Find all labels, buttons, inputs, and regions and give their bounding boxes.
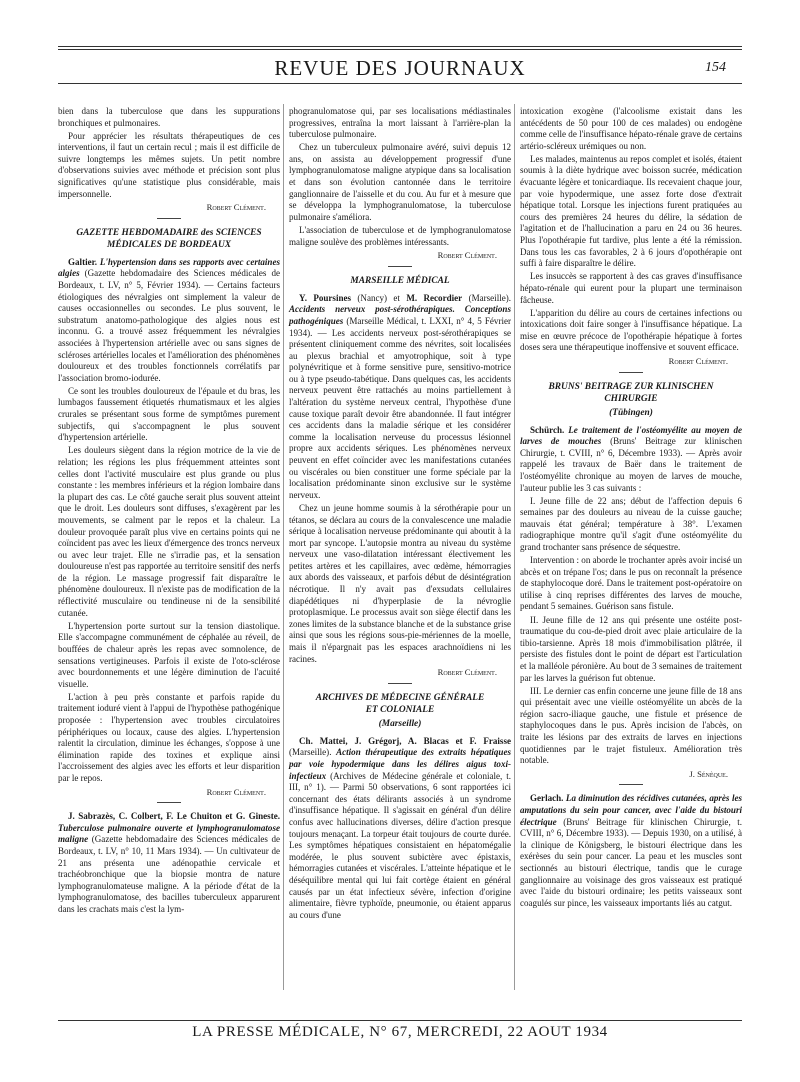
- article-entry: [289, 736, 511, 922]
- article-title: Le traitement de l'ostéomyélite au moyen de larves de mouches: [520, 424, 742, 447]
- article-author: Galtier.: [68, 256, 98, 267]
- paragraph: Chez un tuberculeux pulmonaire avéré, suivi depuis 12 ans, on assista au développement progressif d'une lymphogranulomatose maligne atypique dans sa localisation et dans son évolution cantonnée dans le territoire ganglionnaire de l'aisselle et du cou. Au fur et à mesure que se développa la lymphogranulomatose, la tuberculose pulmonaire s'améliora.: [289, 142, 511, 222]
- article-body: (Marseille Médical, t. LXXI, n° 4, 5 Février 1934). — Les accidents nerveux post-sérothérapiques se présentent cliniquement comme des névrites, soit localisées au plexus brachial et amyotrophique, soit à type polynévritique et à forme sensitive pure, sensitivo-motrice ou à type pseudo-tabétique. Dans quelques cas, les accidents nerveux peuvent être rattachés au moins partiellement à l'altération du système nerveux central, l'hypothèse d'une cause toxique paraît devoir être abandonnée. Il faut intégrer ces accidents dans la maladie sérique et les considérer comme la localisation nerveuse du processus lésionnel propre aux accidents sériques. Les phénomènes nerveux peuvent en effet coïncider avec les manifestations cutanées ou viscérales ou bien constituer une forme spéciale par la localisation prédominante sinon exclusive sur le système nerveux.: [289, 315, 511, 500]
- header-rule-bottom: [58, 83, 742, 84]
- paragraph: L'association de tuberculose et de lymphogranulomatose maligne soulève des problèmes intéressants.: [289, 224, 511, 247]
- paragraph: III. Le dernier cas enfin concerne une jeune fille de 18 ans qui présentait avec une vieille ostéomyélite un abcès de la région sacro-iliaque gauche, une fistule et présence de staphylocoques dans le pus. Après incision de l'abcès, on traite les lésions par des extraits de larves en injections quotidiennes par le trajet fistuleux. Amélioration très notable.: [520, 685, 742, 766]
- separator: [388, 683, 412, 684]
- article-entry: [520, 793, 742, 909]
- article-entry: [58, 811, 280, 915]
- paragraph: intoxication exogène (l'alcoolisme existait dans les antécédents de 50 pour 100 de ces malades) ou endogène comme celle de l'insuffisance hépato-rénale grave de certains artério-scléreux urémiques ou non.: [520, 106, 742, 151]
- section-heading: MARSEILLE MÉDICAL: [350, 275, 450, 286]
- signature: Robert Clément.: [437, 250, 497, 261]
- paragraph: II. Jeune fille de 12 ans qui présente une ostéite post-traumatique du cou-de-pied droit avec plaie articulaire de la tibio-tarsienne. Après 18 mois d'immobilisation plâtrée, il persiste des fistules dont le point de départ est l'articulation et la malléole péronière. Au bout de 3 semaines de traitement par les larves la guérison fut obtenue.: [520, 614, 742, 683]
- article-body: (Bruns' Beitrage für klinischen Chirurgie, t. CVIII, n° 6, Décembre 1933). — Depuis 1930, on a utilisé, à la clinique de Königsberg, le bistouri électrique dans les exérèses du sein pour cancer. La peau et les muscles sont sectionnés au bistouri électrique, tandis que le curage ganglionnaire au voisinage des gros vaisseaux est pratiqué avec l'aide du bistouri ordinaire; les petits vaisseaux sont coagulés sur pince, les vaisseaux importants liés au catgut.: [520, 816, 742, 908]
- footer-rule: [58, 1020, 742, 1021]
- column-divider: [283, 104, 284, 990]
- article-affiliation: (Marseille).: [468, 292, 512, 303]
- article-body: (Gazette hebdomadaire des Sciences médicales de Bordeaux, t. LV, n° 5, Février 1934). — Certains facteurs étiologiques des névralgies ont simplement la valeur de causes occasionnelles ou secondes. Le plus souvent, le substratum anatomo-pathologique des algies nous est inconnu. G. a trouvé assez fréquemment les névralgies associées à l'hypertension artérielle avec ou sans signes de scléroses artérielles locales et l'amélioration des phénomènes douloureux et des troubles fonctionnels corrélatifs par l'association bromo-iodurée.: [58, 268, 280, 383]
- paragraph: Les insuccès se rapportent à des cas graves d'insuffisance hépato-rénale qui eurent pour la plupart une terminaison fâcheuse.: [520, 271, 742, 305]
- article-entry: [520, 425, 742, 495]
- signature: Robert Clément.: [206, 786, 266, 797]
- separator: [619, 372, 643, 373]
- paragraph: L'hypertension porte surtout sur la tension diastolique. Elle s'accompagne communément de céphalée au réveil, de bouffées de chaleur après les repas avec somnolence, de sensations vertigineuses. Parfois il existe de l'oto-sclérose avec bourdonnements et une légère diminution de l'acuité visuelle.: [58, 620, 280, 689]
- paragraph: Pour apprécier les résultats thérapeutiques de ces interventions, il faut un certain recul ; mais il est difficile de suivre longtemps les mêmes sujets. Un petit nombre d'observations suivies avec méthode et précision sont plus significatives qu'une statistique plus considérable, mais impersonnelle.: [58, 130, 280, 199]
- article-author: M. Recordier: [406, 292, 463, 303]
- article-entry: [289, 293, 511, 502]
- section-heading: CHIRURGIE: [604, 393, 658, 404]
- article-entry: [58, 257, 280, 385]
- article-body: (Gazette hebdomadaire des Sciences médicales de Bordeaux, t. LV, n° 10, 11 Mars 1934). — Un cultivateur de 21 ans présenta une adénopathie cervicale et trachéobronchique que la biopsie montra de nature lymphogranulomateuse maligne. A la période d'état de la lymphogranulomatose, des bacilles tuberculeux apparurent dans les crachats mais c'est la lym-: [58, 834, 280, 914]
- signature: Robert Clément.: [668, 355, 728, 366]
- journal-section-title: REVUE DES JOURNAUX: [274, 56, 526, 80]
- section-heading-city: (Tübingen): [609, 407, 653, 418]
- signature: Robert Clément.: [206, 202, 266, 213]
- section-heading: GAZETTE HEBDOMADAIRE des SCIENCES MÉDICALES DE BORDEAUX: [76, 227, 262, 250]
- article-title: Action thérapeutique des extraits hépatiques par voie hypodermique dans les délires aigus toxi-infectieux: [289, 747, 512, 781]
- section-heading: ARCHIVES DE MÉDECINE GÉNÉRALE: [315, 692, 485, 703]
- paragraph: I. Jeune fille de 22 ans; début de l'affection depuis 6 semaines par des douleurs au niveau de la cuisse gauche; mauvais état général; température à 38°. L'examen radiographique montre qu'il s'agit d'une ostéomyélite du grand trochanter sans présence de séquestre.: [520, 495, 742, 552]
- article-affiliation: (Marseille).: [289, 747, 332, 758]
- article-title: Accidents nerveux post-sérothérapiques. Conceptions pathogéniques: [289, 304, 511, 326]
- article-affiliation: (Nancy) et: [357, 292, 400, 303]
- section-heading: ET COLONIALE: [365, 704, 435, 715]
- separator: [388, 266, 412, 267]
- column-2: [289, 106, 511, 923]
- article-author: Ch. Mattei, J. Grégorj, A. Blacas et F. Fraisse: [299, 735, 511, 746]
- paragraph: Chez un jeune homme soumis à la sérothérapie pour un tétanos, se déclara au cours de la convalescence une maladie sérique à localisation nerveuse prédominante qui aboutit à la mort par syncope. L'autopsie montra au niveau du système nerveux une vaso-dilatation intéressant électivement les petites artères et les capillaires, avec œdème, hémorragies aux abords des vaisseaux, et parfois début de désintégration nécrotique. Il n'y avait pas d'exsudats cellulaires diapédétiques ni d'hyperplasie de la névroglie protoplasmique. Le processus avait son siège électif dans les zones limites de la substance blanche et de la substance grise ainsi que sous les régions sous-pie-mériennes de la moelle, mais il n'épargnait pas les espaces arachnoïdiens ni les racines.: [289, 502, 511, 664]
- separator: [619, 784, 643, 785]
- separator: [157, 218, 181, 219]
- paragraph: L'apparition du délire au cours de certaines infections ou intoxications doit faire songer à l'insuffisance hépatique. La mise en œuvre précoce de l'opothérapie hépatique à fortes doses sera une thérapeutique inoffensive et souvent efficace.: [520, 307, 742, 353]
- paragraph: Ce sont les troubles douloureux de l'épaule et du bras, les lumbagos faussement étiquetés rhumatismaux et les algies crurales se présentant sous forme de symptômes purement subjectifs, qui s'accompagnent le plus souvent d'hypertension artérielle.: [58, 385, 280, 443]
- article-author: Gerlach.: [530, 793, 564, 804]
- footer-journal-issue: LA PRESSE MÉDICALE, N° 67, MERCREDI, 22 AOUT 1934: [192, 1024, 608, 1040]
- column-1: [58, 106, 280, 917]
- paragraph: phogranulomatose qui, par ses localisations médiastinales progressives, entraîna la mort laissant à l'arrière-plan la tuberculose pulmonaire.: [289, 106, 511, 140]
- article-title: L'hypertension dans ses rapports avec certaines algies: [58, 256, 280, 279]
- article-title: La diminution des récidives cutanées, après les amputations du sein pour cancer, avec l'aide du bistouri électrique: [520, 793, 742, 827]
- signature: J. Sénèque.: [689, 768, 728, 779]
- paragraph: Les malades, maintenus au repos complet et isolés, étaient soumis à la diète hydrique avec boisson sucrée, médication évacuante légère et tonicardiaque. Ils recevaient chaque jour, par voie hypodermique, une assez forte dose d'extrait hépatique total. Lorsque les injections furent pratiquées au cours des premières 24 heures du délire, la sédation de l'agitation et de l'hallucination a paru en 24 ou 36 heures. Plus l'opothérapie fut tardive, plus lente a été la rémission. Dans tous les cas favorables, 2 à 6 jours d'opothérapie ont suffi à faire disparaître le délire.: [520, 153, 742, 269]
- header-rule-top-2: [58, 49, 742, 50]
- column-divider: [514, 104, 515, 990]
- article-author: J. Sabrazès, C. Colbert, F. Le Chuiton et G. Gineste.: [68, 811, 280, 822]
- section-heading-city: (Marseille): [378, 718, 422, 729]
- column-3: [520, 106, 742, 911]
- section-heading: BRUNS' BEITRAGE ZUR KLINISCHEN: [548, 381, 714, 392]
- paragraph: Les douleurs siègent dans la région motrice de la vie de relation; les régions les plus fréquemment atteintes sont celles dont l'activité musculaire est plus grande ou plus constante : les membres inférieurs et la région lombaire dans la plupart des cas. Le côté gauche serait plus souvent atteint que le droit. Les douleurs sont diffuses, s'exagèrent par les mouvements, se calment par le repos et la chaleur. La douleur provoquée paraît plus vive en certains points qui ne coïncident pas avec les lieux d'émergence des troncs nerveux ou avec leur trajet. Elle ne s'irradie pas, et la sensation douloureuse n'est pas rapportée au territoire sensitif des nerfs de la région. Le massage progressif fait disparaître le phénomène douloureux. Il n'existe pas de modification de la réflectivité musculaire ou tendineuse ni de la sensibilité cutanée.: [58, 445, 280, 618]
- paragraph: bien dans la tuberculose que dans les suppurations bronchiques et pulmonaires.: [58, 106, 280, 128]
- article-body: (Archives de Médecine générale et coloniale, t. III, n° 1). — Parmi 50 observations, 6 sont rapportées ici concernant des états délirants associés à un syndrome d'insuffisance hépatique. Il s'agissait en général d'un délire confus avec hallucinations diverses, délire d'action presque toujours menaçant. La torpeur était toujours de courte durée. Les symptômes hépatiques consistaient en hépatomégalie modérée, le plus souvent subictère avec épistaxis, hémorragies cutanées et viscérales. L'atteinte hépatique et le déséquilibre mental qui lui fait cortège étaient en général causés par un état infectieux sévère, infection d'origine alimentaire, fièvre typhoïde, pneumonie, ou étaient apparus au cours d'une: [289, 770, 512, 920]
- signature: Robert Clément.: [437, 667, 497, 678]
- header-rule-top: [58, 46, 742, 47]
- paragraph: Intervention : on aborde le trochanter après avoir incisé un abcès et on trépane l'os; dans le pus on reconnaît la présence de staphylocoque doré. Dans le traitement post-opératoire on utilise à cinq reprises différentes des larves de mouche, pendant 5 semaines. Guérison sans fistule.: [520, 555, 742, 612]
- article-author: Y. Poursines: [299, 292, 352, 303]
- article-body: (Bruns' Beitrage zur klinischen Chirurgie, t. CVIII, n° 6, Décembre 1933). — Après avoir rappelé les travaux de Baër dans le traitement de l'ostéomyélite chronique au moyen de larves de mouche, l'auteur publie les 3 cas suivants :: [520, 436, 742, 493]
- page-number: 154: [705, 60, 726, 75]
- article-author: Schürch.: [530, 424, 565, 435]
- separator: [157, 802, 181, 803]
- paragraph: L'action à peu près constante et parfois rapide du traitement ioduré vient à l'appui de l'hypothèse pathogénique proposée : l'hypertension avec troubles circulatoires périphériques ou locaux, cause des algies. L'hypertension ralentit la circulation, diminue les échanges, s'oppose à une élimination rapide des toxines et explique ainsi l'accroissement des algies avec les efforts et leur disparition par le repos.: [58, 691, 280, 783]
- article-title: Tuberculose pulmonaire ouverte et lymphogranulomatose maligne: [58, 822, 280, 845]
